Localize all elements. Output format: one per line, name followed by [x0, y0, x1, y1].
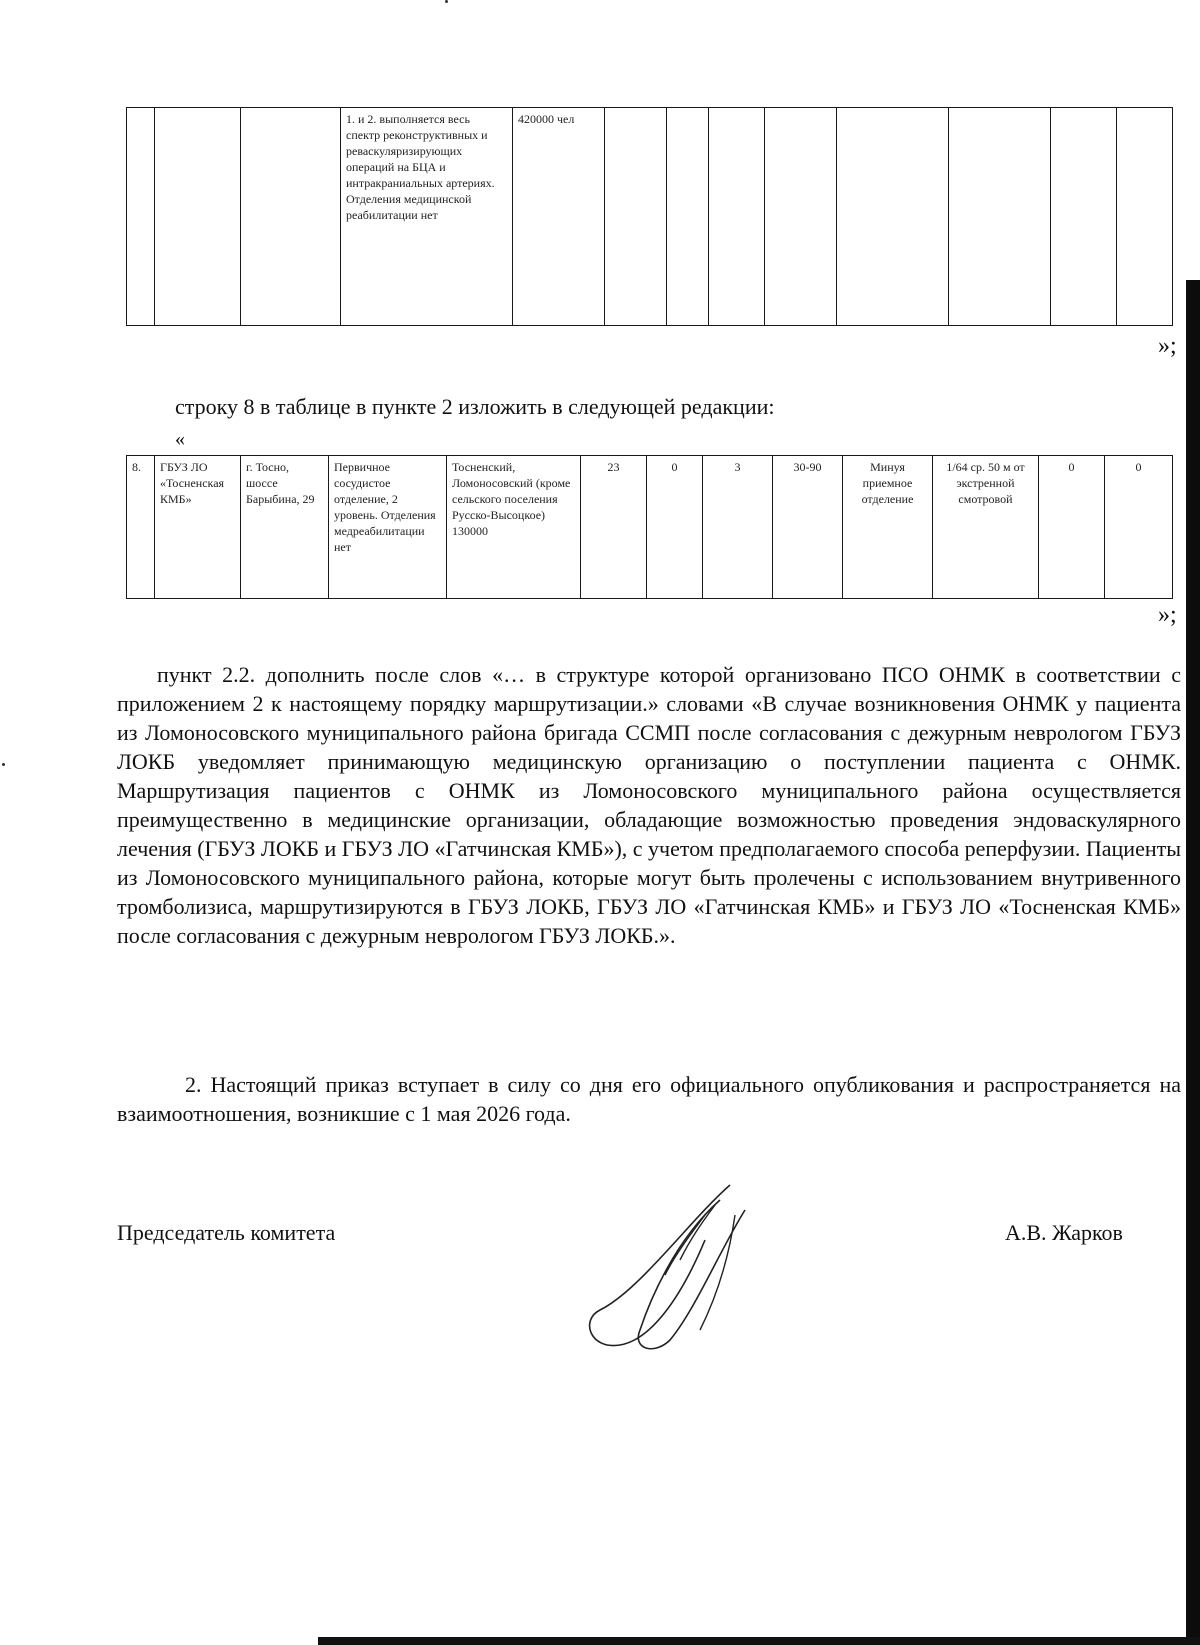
table-cell	[241, 108, 341, 326]
scan-edge-bottom	[318, 1637, 1200, 1645]
intro-line: строку 8 в таблице в пункте 2 изложить в следующей редакции:	[175, 394, 775, 419]
table-cell	[605, 108, 667, 326]
row8-org: ГБУЗ ЛО «Тосненская КМБ»	[155, 456, 241, 599]
row8-cell: 23	[581, 456, 647, 599]
table-cell	[127, 108, 155, 326]
opening-quote: «	[175, 428, 185, 450]
row8-districts: Тосненский, Ломоносовский (кроме сельского поселения Русско-Высоцкое) 130000	[447, 456, 581, 599]
table-cell	[155, 108, 241, 326]
row8-cell: 0	[1105, 456, 1173, 599]
scan-speck	[445, 0, 448, 3]
signature-image	[580, 1180, 755, 1355]
table-cell	[1051, 108, 1117, 326]
row8-table	[126, 455, 1173, 599]
table-row	[127, 456, 1173, 599]
table-cell	[837, 108, 949, 326]
row8-cell: Минуя приемное отделение	[843, 456, 933, 599]
signatory-title: Председатель комитета	[117, 1220, 336, 1245]
table-cell	[1117, 108, 1173, 326]
closing-quote: »;	[1158, 333, 1177, 359]
table-cell	[949, 108, 1051, 326]
row8-address: г. Тосно, шоссе Барыбина, 29	[241, 456, 329, 599]
row8-cell: 30-90	[773, 456, 843, 599]
table-cell	[667, 108, 709, 326]
signatory-name: А.В. Жарков	[1005, 1220, 1123, 1245]
closing-quote: »;	[1158, 602, 1177, 628]
table-cell-department: 1. и 2. выполняется весь спектр реконструктивных и реваскуляризирующих операций на БЦА и интракраниальных артериях. Отделения медицинской реабилитации нет	[341, 108, 513, 326]
scan-edge-right	[1186, 280, 1200, 1645]
row8-cell: 1/64 ср. 50 м от экстренной смотровой	[933, 456, 1039, 599]
table-cell	[709, 108, 765, 326]
table-cell-population: 420000 чел	[513, 108, 605, 326]
row8-cell: 3	[703, 456, 773, 599]
row8-cell: 0	[647, 456, 703, 599]
row8-cell: 0	[1039, 456, 1105, 599]
table-row	[127, 108, 1173, 326]
scan-speck	[2, 763, 5, 766]
top-table	[126, 107, 1173, 326]
row8-number: 8.	[127, 456, 155, 599]
row8-department: Первичное сосудистое отделение, 2 уровень. Отделения медреабилитации нет	[329, 456, 447, 599]
paragraph-amendment: пункт 2.2. дополнить после слов «… в структуре которой организовано ПСО ОНМК в соответствии с приложением 2 к настоящему порядку маршрутизации.» словами «В случае возникновения ОНМК у пациента из Ломоносовского муниципального района бригада ССМП после согласования с дежурным неврологом ГБУЗ ЛОКБ уведомляет принимающую медицинскую организацию о поступлении пациента с ОНМК. Маршрутизация пациентов с ОНМК из Ломоносовского муниципального района осуществляется преимущественно в медицинские организации, обладающие возможностью проведения эндоваскулярного лечения (ГБУЗ ЛОКБ и ГБУЗ ЛО «Гатчинская КМБ»), с учетом предполагаемого способа реперфузии. Пациенты из Ломоносовского муниципального района, которые могут быть пролечены с использованием внутривенного тромболизиса, маршрутизируются в ГБУЗ ЛОКБ, ГБУЗ ЛО «Гатчинская КМБ» и ГБУЗ ЛО «Тосненская КМБ» после согласования с дежурным неврологом ГБУЗ ЛОКБ.».	[117, 662, 1182, 948]
paragraph-item-2: 2. Настоящий приказ вступает в силу со дня его официального опубликования и распространяется на взаимоотношения, возникшие с 1 мая 2026 года.	[117, 1072, 1181, 1126]
table-cell	[765, 108, 837, 326]
